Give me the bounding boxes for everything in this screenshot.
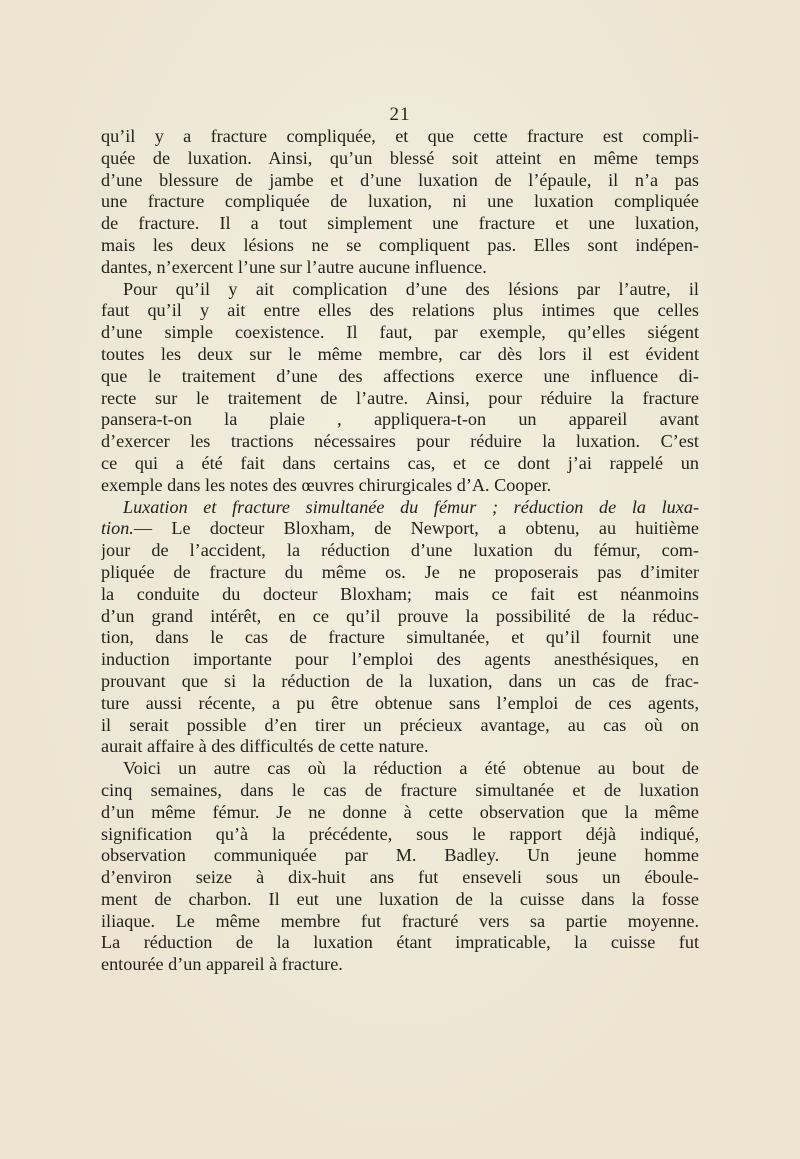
text-line: il serait possible d’en tirer un précieux avantage, au cas où on [101, 714, 699, 735]
page-number: 21 [389, 104, 411, 125]
text-line: dantes, n’exercent l’une sur l’autre aucune influence. [101, 256, 487, 277]
text-line: pansera-t-on la plaie , appliquera-t-on un appareil avant [101, 409, 699, 430]
text-line: La réduction de la luxation étant impraticable, la cuisse fut [101, 932, 699, 953]
text-line: signification qu’à la précédente, sous le rapport déjà indiqué, [101, 823, 699, 844]
case-heading-tail: tion. [101, 518, 134, 539]
text-line: d’une blessure de jambe et d’une luxation de l’épaule, il n’a pas [101, 169, 699, 190]
paragraph-1 [101, 126, 699, 279]
text-line: cinq semaines, dans le cas de fracture simultanée et de luxation [101, 779, 699, 800]
text-line: d’environ seize à dix-huit ans fut enseveli sous un éboule- [101, 867, 699, 888]
case-intro-text: — Le docteur Bloxham, de Newport, a obtenu, au huitième [133, 518, 699, 539]
text-line: mais les deux lésions ne se compliquent pas. Elles sont indépen- [101, 234, 699, 255]
text-line: d’exercer les tractions nécessaires pour réduire la luxation. C’est [101, 431, 699, 452]
text-line: la conduite du docteur Bloxham; mais ce fait est néanmoins [101, 583, 699, 604]
text-line: tion, dans le cas de fracture simultanée, et qu’il fournit une [101, 627, 699, 648]
text-line: de fracture. Il a tout simplement une fracture et une luxation, [101, 213, 699, 234]
text-line: qu’il y a fracture compliquée, et que cette fracture est compli- [101, 126, 699, 146]
text-line: une fracture compliquée de luxation, ni une luxation compliquée [101, 191, 699, 212]
text-line: d’un grand intérêt, en ce qu’il prouve la possibilité de la réduc- [101, 605, 699, 626]
text-line: Pour qu’il y ait complication d’une des lésions par l’autre, il [123, 278, 699, 299]
text-line: d’une simple coexistence. Il faut, par exemple, qu’elles siégent [101, 322, 699, 343]
text-line: aurait affaire à des difficultés de cette nature. [101, 736, 429, 757]
text-line: Voici un autre cas où la réduction a été obtenue au bout de [123, 758, 699, 779]
case-heading-line: Luxation et fracture simultanée du fémur ; réduction de la luxa- [123, 496, 699, 517]
text-line: jour de l’accident, la réduction d’une luxation du fémur, com- [101, 540, 699, 561]
text-line [101, 518, 699, 540]
text-line: entourée d’un appareil à fracture. [101, 954, 343, 975]
paragraph-3 [101, 497, 699, 759]
text-line: ture aussi récente, a pu être obtenue sans l’emploi de ces agents, [101, 692, 699, 713]
text-line: ce qui a été fait dans certains cas, et ce dont j’ai rappelé un [101, 452, 699, 473]
text-line: induction importante pour l’emploi des agents anesthésiques, en [101, 649, 699, 670]
text-line: toutes les deux sur le même membre, car dès lors il est évident [101, 343, 699, 364]
body-text [101, 126, 699, 976]
text-line: ment de charbon. Il eut une luxation de la cuisse dans la fosse [101, 888, 699, 909]
text-line: prouvant que si la réduction de la luxation, dans un cas de frac- [101, 670, 699, 691]
text-line: iliaque. Le même membre fut fracturé vers sa partie moyenne. [101, 910, 699, 931]
paragraph-2 [101, 279, 699, 497]
text-line: recte sur le traitement de l’autre. Ainsi, pour réduire la fracture [101, 387, 699, 408]
text-line: pliquée de fracture du même os. Je ne proposerais pas d’imiter [101, 561, 699, 582]
text-line: faut qu’il y ait entre elles des relations plus intimes que celles [101, 300, 699, 321]
paragraph-4 [101, 758, 699, 976]
text-line: que le traitement d’une des affections exerce une influence di- [101, 365, 699, 386]
text-line: quée de luxation. Ainsi, qu’un blessé soit atteint en même temps [101, 147, 699, 168]
text-line: observation communiquée par M. Badley. Un jeune homme [101, 845, 699, 866]
text-line: exemple dans les notes des œuvres chirurgicales d’A. Cooper. [101, 474, 552, 495]
text-line: d’un même fémur. Je ne donne à cette observation que la même [101, 801, 699, 822]
